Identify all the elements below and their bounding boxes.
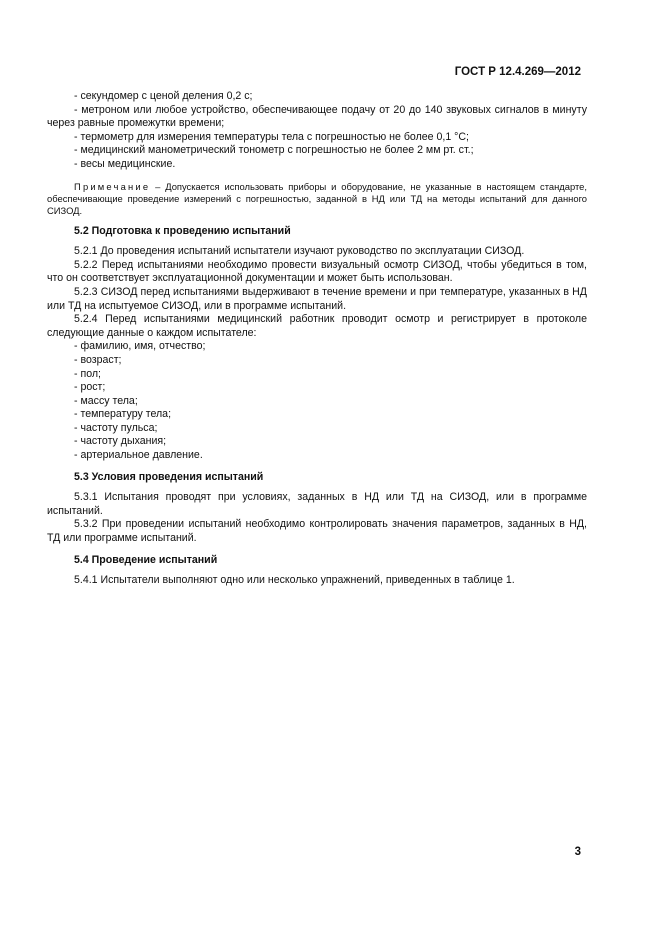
note-dash: – bbox=[150, 180, 166, 192]
paragraph-5-2-2: 5.2.2 Перед испытаниями необходимо провести визуальный осмотр СИЗОД, чтобы убедиться в том, что он соответствует эксплуатационной документации и может быть использован. bbox=[47, 258, 587, 285]
equipment-item-stopwatch: - секундомер с ценой деления 0,2 с; bbox=[74, 90, 253, 102]
tester-data-item: - температуру тела; bbox=[74, 408, 172, 421]
section-5-4-heading: 5.4 Проведение испытаний bbox=[74, 553, 218, 566]
tester-data-item: - возраст; bbox=[74, 353, 122, 366]
equipment-item-scales: - весы медицинские. bbox=[74, 157, 176, 170]
equipment-item-metronome: - метроном или любое устройство, обеспечивающее подачу от 20 до 140 звуковых сигналов в минуту через равные промежутки времени; bbox=[47, 103, 587, 130]
document-code: ГОСТ Р 12.4.269—2012 bbox=[454, 66, 581, 78]
page-number: 3 bbox=[574, 846, 581, 858]
paragraph-5-2-1: 5.2.1 До проведения испытаний испытатели изучают руководство по эксплуатации СИЗОД. bbox=[74, 245, 525, 258]
paragraph-5-4-1: 5.4.1 Испытатели выполняют одно или несколько упражнений, приведенных в таблице 1. bbox=[74, 574, 515, 587]
tester-data-item: - массу тела; bbox=[74, 394, 138, 407]
equipment-item-tonometer: - медицинский манометрический тонометр с погрешностью не более 2 мм рт. ст.; bbox=[74, 144, 474, 157]
section-5-3-heading: 5.3 Условия проведения испытаний bbox=[74, 470, 264, 483]
tester-data-item: - частоту дыхания; bbox=[74, 435, 167, 448]
tester-data-item: - частоту пульса; bbox=[74, 421, 158, 434]
tester-data-item: - пол; bbox=[74, 367, 101, 380]
tester-data-item: - рост; bbox=[74, 381, 106, 394]
note bbox=[47, 181, 587, 217]
note-label: Примечание bbox=[74, 180, 151, 192]
section-5-2-heading: 5.2 Подготовка к проведению испытаний bbox=[74, 224, 291, 237]
page-body bbox=[47, 90, 587, 588]
tester-data-item: - артериальное давление. bbox=[74, 449, 203, 462]
paragraph-5-2-3: 5.2.3 СИЗОД перед испытаниями выдерживают в течение времени и при температуре, указанных в НД или ТД на испытуемое СИЗОД, или в программе испытаний. bbox=[47, 285, 587, 312]
paragraph-5-3-1: 5.3.1 Испытания проводят при условиях, заданных в НД или ТД на СИЗОД, или в программе испытаний. bbox=[47, 491, 587, 517]
equipment-item-thermometer: - термометр для измерения температуры тела с погрешностью не более 0,1 °С; bbox=[74, 130, 470, 143]
note-text: Допускается использовать приборы и оборудование, не указанные в настоящем стандарте, обеспечивающие проведение измерений с погрешностью, заданной в НД или ТД на методы испытаний для данного СИЗОД. bbox=[47, 180, 587, 216]
paragraph-5-2-4: 5.2.4 Перед испытаниями медицинский работник проводит осмотр и регистрирует в протоколе следующие данные о каждом испытателе: bbox=[47, 313, 587, 339]
paragraph-5-3-2: 5.3.2 При проведении испытаний необходимо контролировать значения параметров, заданных в НД, ТД или программе испытаний. bbox=[47, 518, 587, 545]
tester-data-item: - фамилию, имя, отчество; bbox=[74, 340, 206, 353]
